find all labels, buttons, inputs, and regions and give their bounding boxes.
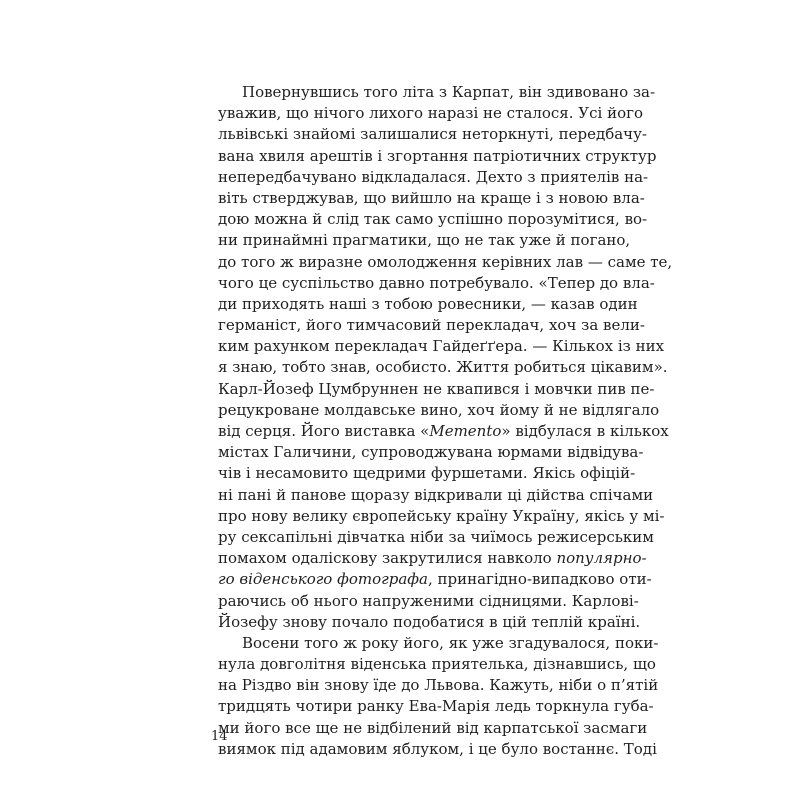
text-line: ні пані й панове щоразу відкривали ці дійства спічами: [218, 485, 654, 504]
text-line: чого це суспільство давно потребувало. «Тепер до вла-: [218, 273, 655, 292]
text-line: ни принаймні прагматики, що не так уже й погано,: [218, 231, 631, 250]
text-line: на Різдво він знову їде до Львова. Кажуть, ніби о п’ятій: [218, 676, 659, 695]
text-line: нула довголітня віденська приятелька, дізнавшись, що: [218, 655, 656, 674]
text-line: ким рахунком перекладач Гайдеґґера. — Кількох із них: [218, 337, 665, 356]
text-line: до того ж виразне омолодження керівних лав — саме те,: [218, 252, 673, 271]
text-line: ру сексапільні дівчатка ніби за чиїмось режисерським: [218, 527, 654, 546]
text-line: віть стверджував, що вийшло на краще і з новою вла-: [218, 188, 645, 207]
text-line: Повернувшись того літа з Карпат, він здивовано за-: [242, 83, 656, 101]
text-line: львівські знайомі залишалися неторкнуті, передбачу-: [218, 125, 647, 144]
text-line: уважив, що нічого лихого наразі не сталося. Усі його: [218, 104, 644, 123]
text-line: непередбачувано відкладалася. Дехто з приятелів на-: [218, 167, 649, 186]
text-line: го віденського фотографа, принагідно-випадково оти-: [218, 570, 652, 589]
text-line: германіст, його тимчасовий перекладач, хоч за вели-: [218, 316, 645, 335]
text-line: містах Галичини, супроводжувана юрмами відвідува-: [218, 443, 644, 462]
text-line: дою можна й слід так само успішно порозумітися, во-: [218, 210, 648, 229]
text-line: Карл-Йозеф Цумбруннен не квапився і мовчки пив пе-: [218, 379, 655, 398]
text-line: помахом одаліскову закрутилися навколо популярно-: [218, 549, 647, 568]
text-line: ми його все ще не відбілений від карпатської засмаги: [218, 718, 648, 737]
text-line: від серця. Його виставка «Memento» відбулася в кількох: [218, 422, 669, 440]
text-line: вана хвиля арештів і згортання патріотичних структур: [218, 146, 657, 165]
text-line: рецукроване молдавське вино, хоч йому й не відлягало: [218, 400, 660, 419]
text-line: я знаю, тобто знав, особисто. Життя робиться цікавим».: [218, 358, 668, 377]
text-line: Йозефу знову почало подобатися в цій теплій країні.: [218, 612, 641, 631]
text-line: виямок під адамовим яблуком, і це було востаннє. Тоді: [218, 739, 657, 758]
text-line: ди приходять наші з тобою ровесники, — казав один: [218, 294, 638, 313]
text-line: раючись об нього напруженими сідницями. Карлові-: [218, 591, 639, 610]
text-line: про нову велику європейську країну Україну, якісь у мі-: [218, 506, 665, 525]
text-line: чів і несамовито щедрими фуршетами. Якісь офіцій-: [218, 464, 636, 483]
text-line: тридцять чотири ранку Ева-Марія ледь торкнула губа-: [218, 697, 654, 716]
page-number: 14: [211, 729, 228, 744]
text-line: Восени того ж року його, як уже згадувалося, поки-: [242, 633, 659, 652]
body-text: [218, 82, 673, 760]
